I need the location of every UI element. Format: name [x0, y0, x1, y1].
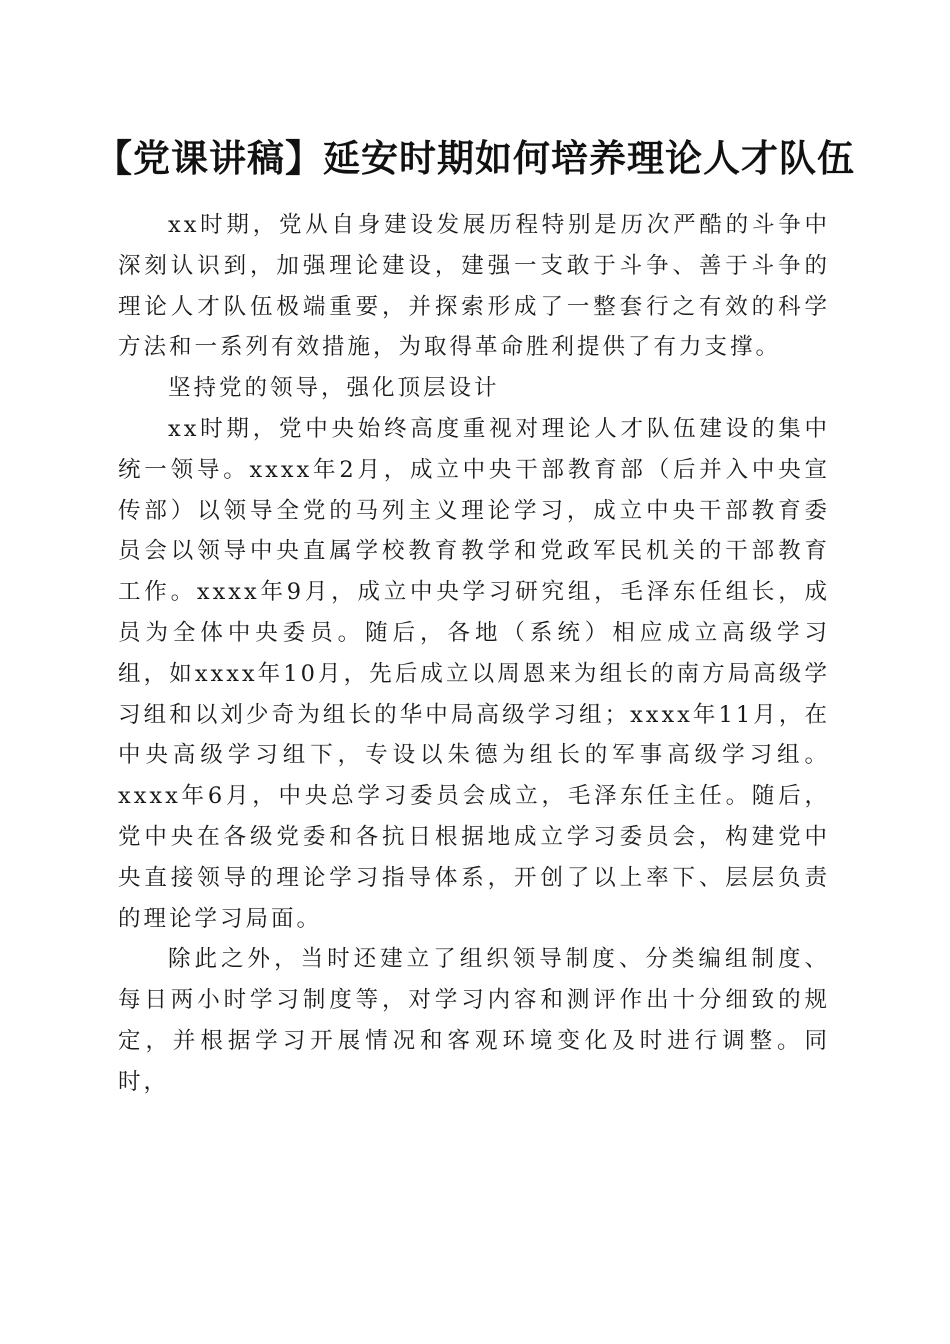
section-heading: 坚持党的领导，强化顶层设计	[168, 375, 500, 402]
page-title: 【党课讲稿】延安时期如何培养理论人才队伍	[95, 136, 855, 180]
paragraph-systems: 除此之外，当时还建立了组织领导制度、分类编组制度、每日两小时学习制度等，对学习内容和测评作出十分细致的规定，并根据学习开展情况和客观环境变化及时进行调整。同时，	[118, 946, 830, 1095]
paragraph-intro: xx时期，党从自身建设发展历程特别是历次严酷的斗争中深刻认识到，加强理论建设，建强一支敢于斗争、善于斗争的理论人才队伍极端重要，并探索形成了一整套行之有效的科学方法和一系列有效措施，为取得革命胜利提供了有力支撑。	[118, 212, 830, 361]
paragraph-leadership: xx时期，党中央始终高度重视对理论人才队伍建设的集中统一领导。xxxx年2月，成立中央干部教育部（后并入中央宣传部）以领导全党的马列主义理论学习，成立中央干部教育委员会以领导中央直属学校教育教学和党政军民机关的干部教育工作。xxxx年9月，成立中央学习研究组，毛泽东任组长，成员为全体中央委员。随后，各地（系统）相应成立高级学习组，如xxxx年10月，先后成立以周恩来为组长的南方局高级学习组和以刘少奇为组长的华中局高级学习组；xxxx年11月，在中央高级学习组下，专设以朱德为组长的军事高级学习组。xxxx年6月，中央总学习委员会成立，毛泽东任主任。随后，党中央在各级党委和各抗日根据地成立学习委员会，构建党中央直接领导的理论学习指导体系，开创了以上率下、层层负责的理论学习局面。	[118, 415, 830, 932]
document-body	[118, 205, 830, 1103]
